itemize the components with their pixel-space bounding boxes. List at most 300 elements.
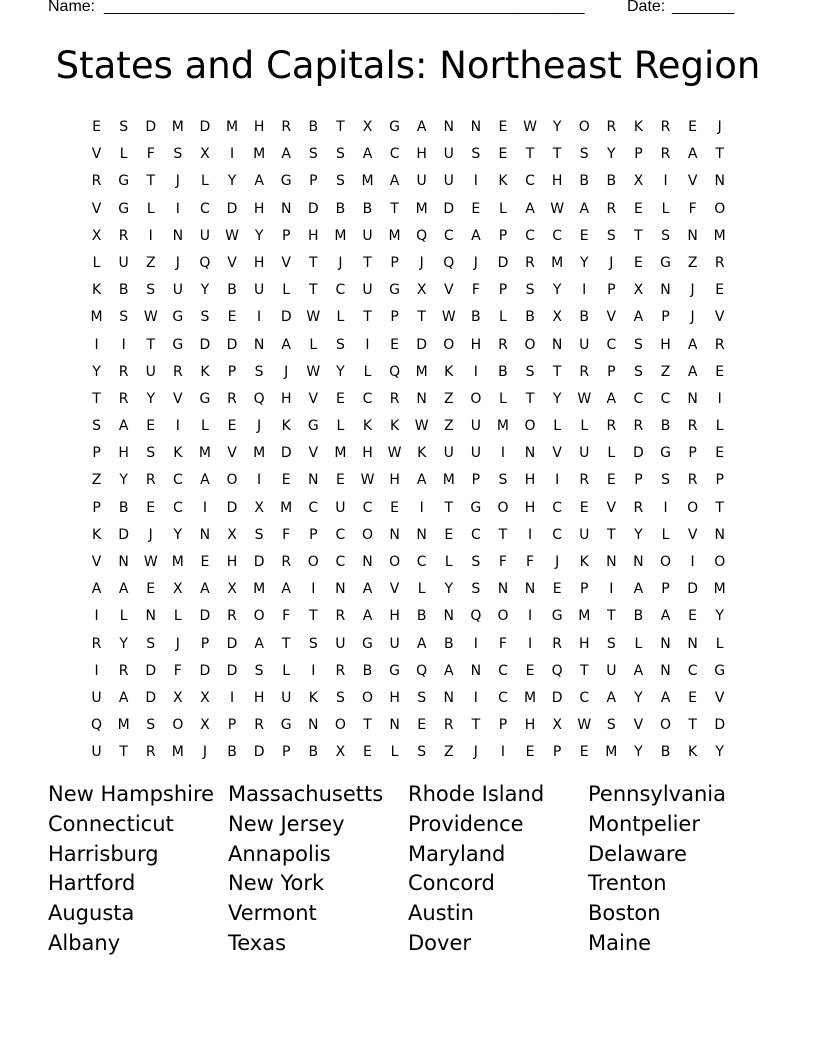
grid-letter[interactable]: J bbox=[473, 744, 478, 761]
grid-letter[interactable]: Y bbox=[634, 689, 643, 706]
grid-letter[interactable]: T bbox=[309, 282, 318, 299]
grid-letter[interactable]: N bbox=[633, 554, 644, 570]
grid-letter[interactable]: S bbox=[335, 146, 345, 163]
grid-letter[interactable]: G bbox=[389, 282, 400, 299]
grid-letter[interactable]: G bbox=[362, 635, 373, 652]
grid-letter[interactable]: Q bbox=[470, 608, 482, 625]
grid-letter[interactable]: I bbox=[500, 445, 506, 462]
grid-letter[interactable]: A bbox=[416, 472, 427, 489]
grid-letter[interactable]: V bbox=[227, 445, 237, 462]
grid-letter[interactable]: I bbox=[663, 173, 668, 190]
grid-letter[interactable]: Z bbox=[660, 363, 671, 380]
grid-letter[interactable]: H bbox=[253, 119, 265, 135]
grid-letter[interactable]: P bbox=[390, 254, 399, 271]
grid-letter[interactable]: X bbox=[200, 717, 210, 734]
grid-letter[interactable]: K bbox=[417, 445, 427, 462]
grid-letter[interactable]: T bbox=[309, 254, 318, 271]
grid-letter[interactable]: E bbox=[688, 689, 698, 706]
grid-letter[interactable]: E bbox=[417, 717, 427, 734]
grid-letter[interactable]: C bbox=[687, 662, 698, 679]
grid-letter[interactable]: O bbox=[361, 689, 373, 706]
grid-letter[interactable]: Y bbox=[552, 119, 562, 135]
grid-letter[interactable]: P bbox=[227, 717, 237, 734]
grid-letter[interactable]: Q bbox=[389, 363, 401, 380]
grid-letter[interactable]: U bbox=[416, 173, 427, 190]
grid-letter[interactable]: E bbox=[200, 554, 210, 570]
grid-letter[interactable]: U bbox=[389, 635, 400, 652]
grid-letter[interactable]: B bbox=[362, 200, 373, 217]
grid-letter[interactable]: H bbox=[660, 336, 671, 353]
grid-letter[interactable]: I bbox=[121, 336, 126, 353]
grid-letter[interactable]: V bbox=[606, 499, 617, 516]
grid-letter[interactable]: R bbox=[714, 336, 725, 353]
grid-letter[interactable]: N bbox=[687, 390, 698, 407]
grid-letter[interactable]: K bbox=[633, 119, 644, 135]
grid-letter[interactable]: V bbox=[687, 526, 698, 543]
grid-letter[interactable]: U bbox=[281, 689, 292, 706]
grid-letter[interactable]: B bbox=[606, 173, 617, 190]
grid-letter[interactable]: J bbox=[175, 635, 180, 652]
grid-letter[interactable]: S bbox=[254, 526, 264, 543]
grid-letter[interactable]: Q bbox=[416, 227, 428, 244]
grid-letter[interactable]: U bbox=[579, 336, 590, 353]
grid-letter[interactable]: I bbox=[148, 227, 153, 244]
grid-letter[interactable]: N bbox=[551, 336, 563, 353]
grid-letter[interactable]: O bbox=[714, 554, 726, 570]
grid-letter[interactable]: N bbox=[497, 581, 509, 598]
grid-letter[interactable]: E bbox=[498, 119, 508, 135]
grid-letter[interactable]: B bbox=[335, 200, 346, 217]
grid-letter[interactable]: U bbox=[91, 689, 102, 706]
grid-letter[interactable]: N bbox=[470, 662, 482, 679]
grid-letter[interactable]: T bbox=[715, 146, 724, 163]
grid-letter[interactable]: V bbox=[91, 146, 102, 163]
grid-letter[interactable]: O bbox=[660, 717, 672, 734]
grid-letter[interactable]: B bbox=[308, 744, 319, 761]
grid-letter[interactable]: X bbox=[254, 499, 264, 516]
grid-letter[interactable]: Y bbox=[336, 363, 345, 380]
grid-letter[interactable]: E bbox=[363, 744, 372, 761]
grid-letter[interactable]: X bbox=[633, 282, 644, 299]
grid-letter[interactable]: N bbox=[524, 581, 536, 598]
grid-letter[interactable]: A bbox=[362, 146, 373, 163]
grid-letter[interactable]: G bbox=[660, 254, 671, 271]
grid-letter[interactable]: T bbox=[309, 608, 318, 625]
grid-letter[interactable]: N bbox=[416, 390, 427, 407]
grid-letter[interactable]: E bbox=[281, 472, 291, 489]
grid-letter[interactable]: S bbox=[525, 363, 535, 380]
grid-letter[interactable]: U bbox=[470, 445, 481, 462]
grid-letter[interactable]: P bbox=[281, 744, 291, 761]
grid-letter[interactable]: H bbox=[524, 472, 536, 489]
grid-letter[interactable]: V bbox=[443, 282, 454, 299]
grid-letter[interactable]: X bbox=[173, 689, 183, 706]
grid-letter[interactable]: D bbox=[416, 336, 428, 353]
grid-letter[interactable]: J bbox=[690, 309, 695, 326]
grid-letter[interactable]: Q bbox=[199, 254, 211, 271]
grid-letter[interactable]: M bbox=[334, 227, 347, 244]
grid-letter[interactable]: G bbox=[389, 662, 400, 679]
grid-letter[interactable]: N bbox=[362, 554, 373, 570]
grid-letter[interactable]: P bbox=[200, 635, 210, 652]
grid-letter[interactable]: L bbox=[173, 608, 182, 625]
grid-letter[interactable]: D bbox=[280, 445, 292, 462]
grid-letter[interactable]: T bbox=[471, 717, 481, 734]
grid-letter[interactable]: R bbox=[254, 717, 264, 734]
grid-letter[interactable]: J bbox=[609, 254, 614, 271]
grid-letter[interactable]: S bbox=[471, 581, 481, 598]
grid-letter[interactable]: E bbox=[715, 282, 725, 299]
grid-letter[interactable]: P bbox=[661, 581, 670, 598]
grid-letter[interactable]: O bbox=[660, 554, 672, 570]
grid-letter[interactable]: T bbox=[607, 608, 616, 625]
grid-letter[interactable]: K bbox=[281, 418, 291, 435]
grid-letter[interactable]: N bbox=[335, 581, 346, 598]
grid-letter[interactable]: Z bbox=[91, 472, 102, 489]
grid-letter[interactable]: I bbox=[527, 635, 533, 652]
grid-letter[interactable]: L bbox=[661, 526, 670, 543]
grid-letter[interactable]: V bbox=[91, 200, 102, 217]
grid-letter[interactable]: U bbox=[443, 445, 454, 462]
grid-letter[interactable]: O bbox=[524, 336, 536, 353]
grid-letter[interactable]: D bbox=[714, 717, 726, 734]
grid-letter[interactable]: F bbox=[498, 554, 507, 570]
grid-letter[interactable]: E bbox=[579, 744, 589, 761]
grid-letter[interactable]: C bbox=[552, 227, 563, 244]
grid-letter[interactable]: R bbox=[660, 119, 671, 135]
grid-letter[interactable]: A bbox=[254, 635, 264, 652]
grid-letter[interactable]: J bbox=[284, 363, 289, 380]
grid-letter[interactable]: N bbox=[660, 282, 671, 299]
grid-letter[interactable]: V bbox=[173, 390, 183, 407]
grid-letter[interactable]: O bbox=[470, 390, 482, 407]
grid-letter[interactable]: A bbox=[281, 336, 291, 353]
grid-letter[interactable]: N bbox=[524, 445, 536, 462]
grid-letter[interactable]: I bbox=[311, 662, 316, 679]
grid-letter[interactable]: D bbox=[226, 662, 238, 679]
grid-letter[interactable]: W bbox=[360, 472, 375, 489]
grid-letter[interactable]: L bbox=[336, 309, 345, 326]
grid-letter[interactable]: Y bbox=[119, 472, 128, 489]
grid-letter[interactable]: H bbox=[389, 472, 400, 489]
grid-letter[interactable]: G bbox=[307, 418, 319, 435]
grid-letter[interactable]: T bbox=[579, 662, 589, 679]
grid-letter[interactable]: T bbox=[417, 309, 426, 326]
grid-letter[interactable]: W bbox=[143, 554, 158, 570]
grid-letter[interactable]: R bbox=[335, 662, 346, 679]
grid-letter[interactable]: C bbox=[470, 526, 481, 543]
grid-letter[interactable]: J bbox=[419, 254, 424, 271]
grid-letter[interactable]: K bbox=[308, 689, 318, 706]
grid-letter[interactable]: U bbox=[606, 662, 617, 679]
grid-letter[interactable]: N bbox=[606, 554, 617, 570]
grid-letter[interactable]: M bbox=[713, 581, 726, 598]
grid-letter[interactable]: I bbox=[365, 336, 370, 353]
grid-letter[interactable]: A bbox=[633, 581, 644, 598]
grid-letter[interactable]: L bbox=[363, 363, 372, 380]
grid-letter[interactable]: R bbox=[118, 662, 129, 679]
grid-letter[interactable]: N bbox=[118, 554, 129, 570]
grid-letter[interactable]: O bbox=[714, 200, 726, 217]
grid-letter[interactable]: A bbox=[606, 689, 617, 706]
grid-letter[interactable]: X bbox=[200, 146, 210, 163]
grid-letter[interactable]: R bbox=[227, 608, 237, 625]
grid-letter[interactable]: X bbox=[227, 526, 237, 543]
grid-letter[interactable]: X bbox=[552, 309, 562, 326]
grid-letter[interactable]: L bbox=[634, 635, 643, 652]
grid-letter[interactable]: U bbox=[579, 526, 590, 543]
grid-letter[interactable]: Y bbox=[254, 227, 264, 244]
grid-letter[interactable]: V bbox=[714, 309, 725, 326]
grid-letter[interactable]: I bbox=[609, 581, 614, 598]
grid-letter[interactable]: P bbox=[92, 499, 101, 516]
grid-letter[interactable]: D bbox=[199, 119, 211, 135]
grid-letter[interactable]: E bbox=[606, 472, 616, 489]
grid-letter[interactable]: Y bbox=[444, 581, 454, 598]
grid-letter[interactable]: G bbox=[118, 173, 130, 190]
grid-letter[interactable]: L bbox=[417, 581, 426, 598]
grid-letter[interactable]: D bbox=[226, 336, 238, 353]
grid-letter[interactable]: C bbox=[172, 472, 183, 489]
grid-letter[interactable]: V bbox=[91, 554, 102, 570]
grid-letter[interactable]: E bbox=[525, 662, 535, 679]
grid-letter[interactable]: U bbox=[172, 282, 183, 299]
grid-letter[interactable]: J bbox=[175, 254, 180, 271]
grid-letter[interactable]: O bbox=[389, 554, 401, 570]
grid-letter[interactable]: Z bbox=[145, 254, 156, 271]
grid-letter[interactable]: C bbox=[335, 526, 346, 543]
grid-letter[interactable]: H bbox=[551, 173, 563, 190]
grid-letter[interactable]: P bbox=[498, 282, 508, 299]
grid-letter[interactable]: L bbox=[146, 200, 155, 217]
grid-letter[interactable]: E bbox=[688, 608, 698, 625]
grid-letter[interactable]: I bbox=[175, 418, 180, 435]
grid-letter[interactable]: I bbox=[94, 336, 99, 353]
grid-letter[interactable]: Y bbox=[227, 173, 237, 190]
grid-letter[interactable]: L bbox=[499, 390, 507, 407]
grid-letter[interactable]: H bbox=[578, 635, 590, 652]
grid-letter[interactable]: M bbox=[713, 227, 726, 244]
grid-letter[interactable]: Z bbox=[687, 254, 698, 271]
grid-letter[interactable]: Y bbox=[607, 146, 616, 163]
grid-letter[interactable]: F bbox=[173, 662, 182, 679]
grid-letter[interactable]: B bbox=[471, 309, 481, 326]
grid-letter[interactable]: P bbox=[309, 173, 318, 190]
grid-letter[interactable]: S bbox=[606, 717, 616, 734]
grid-letter[interactable]: R bbox=[118, 390, 129, 407]
grid-letter[interactable]: Q bbox=[443, 254, 455, 271]
grid-letter[interactable]: R bbox=[687, 418, 698, 435]
grid-letter[interactable]: L bbox=[309, 336, 318, 353]
grid-letter[interactable]: S bbox=[606, 227, 616, 244]
grid-letter[interactable]: T bbox=[552, 146, 562, 163]
grid-letter[interactable]: B bbox=[660, 418, 671, 435]
grid-letter[interactable]: D bbox=[497, 254, 509, 271]
grid-letter[interactable]: M bbox=[605, 744, 618, 761]
grid-letter[interactable]: C bbox=[308, 499, 319, 516]
grid-letter[interactable]: A bbox=[416, 635, 427, 652]
grid-letter[interactable]: I bbox=[419, 499, 424, 516]
grid-letter[interactable]: T bbox=[281, 635, 291, 652]
grid-letter[interactable]: E bbox=[335, 472, 345, 489]
grid-letter[interactable]: K bbox=[91, 526, 102, 543]
grid-letter[interactable]: X bbox=[227, 581, 237, 598]
grid-letter[interactable]: F bbox=[498, 635, 507, 652]
grid-letter[interactable]: U bbox=[199, 227, 211, 244]
grid-letter[interactable]: H bbox=[416, 146, 427, 163]
grid-letter[interactable]: P bbox=[390, 309, 399, 326]
grid-letter[interactable]: E bbox=[633, 200, 643, 217]
grid-letter[interactable]: Y bbox=[92, 363, 101, 380]
grid-letter[interactable]: S bbox=[335, 689, 345, 706]
grid-letter[interactable]: E bbox=[552, 581, 562, 598]
grid-letter[interactable]: X bbox=[552, 717, 562, 734]
grid-letter[interactable]: S bbox=[173, 146, 183, 163]
grid-letter[interactable]: Y bbox=[146, 390, 156, 407]
grid-letter[interactable]: P bbox=[634, 472, 643, 489]
grid-letter[interactable]: S bbox=[417, 744, 427, 761]
grid-letter[interactable]: O bbox=[172, 717, 184, 734]
grid-letter[interactable]: R bbox=[579, 472, 590, 489]
grid-letter[interactable]: E bbox=[444, 526, 454, 543]
grid-letter[interactable]: M bbox=[334, 445, 347, 462]
grid-letter[interactable]: I bbox=[257, 309, 262, 326]
grid-letter[interactable]: U bbox=[335, 635, 346, 652]
grid-letter[interactable]: R bbox=[498, 336, 508, 353]
grid-letter[interactable]: N bbox=[416, 526, 427, 543]
grid-letter[interactable]: H bbox=[253, 200, 265, 217]
grid-letter[interactable]: B bbox=[227, 744, 237, 761]
grid-letter[interactable]: W bbox=[414, 418, 429, 435]
grid-letter[interactable]: L bbox=[201, 173, 209, 190]
grid-letter[interactable]: F bbox=[688, 200, 697, 217]
grid-letter[interactable]: E bbox=[471, 200, 481, 217]
grid-letter[interactable]: K bbox=[579, 554, 589, 570]
grid-letter[interactable]: S bbox=[633, 363, 643, 380]
grid-letter[interactable]: P bbox=[607, 363, 616, 380]
grid-letter[interactable]: H bbox=[253, 254, 265, 271]
grid-letter[interactable]: O bbox=[443, 336, 455, 353]
grid-letter[interactable]: M bbox=[524, 689, 537, 706]
grid-letter[interactable]: T bbox=[607, 526, 616, 543]
grid-letter[interactable]: Y bbox=[715, 608, 724, 625]
grid-letter[interactable]: V bbox=[227, 254, 237, 271]
grid-letter[interactable]: C bbox=[362, 390, 373, 407]
grid-letter[interactable]: I bbox=[94, 662, 99, 679]
grid-letter[interactable]: P bbox=[552, 744, 562, 761]
grid-letter[interactable]: P bbox=[92, 445, 101, 462]
grid-letter[interactable]: M bbox=[171, 554, 184, 570]
grid-letter[interactable]: M bbox=[198, 445, 211, 462]
grid-letter[interactable]: T bbox=[92, 390, 101, 407]
grid-letter[interactable]: Y bbox=[634, 744, 643, 761]
grid-letter[interactable]: S bbox=[254, 363, 264, 380]
grid-letter[interactable]: V bbox=[714, 689, 725, 706]
grid-letter[interactable]: D bbox=[280, 309, 292, 326]
grid-letter[interactable]: R bbox=[227, 390, 237, 407]
grid-letter[interactable]: T bbox=[444, 499, 454, 516]
grid-letter[interactable]: R bbox=[91, 173, 102, 190]
grid-letter[interactable]: B bbox=[416, 608, 427, 625]
grid-letter[interactable]: E bbox=[146, 499, 156, 516]
grid-letter[interactable]: E bbox=[579, 499, 589, 516]
grid-letter[interactable]: M bbox=[117, 717, 130, 734]
grid-letter[interactable]: T bbox=[525, 146, 535, 163]
grid-letter[interactable]: Y bbox=[579, 254, 589, 271]
grid-letter[interactable]: L bbox=[580, 418, 589, 435]
grid-letter[interactable]: R bbox=[281, 554, 292, 570]
grid-letter[interactable]: S bbox=[661, 472, 670, 489]
grid-letter[interactable]: D bbox=[633, 445, 644, 462]
grid-letter[interactable]: A bbox=[471, 227, 481, 244]
grid-letter[interactable]: V bbox=[389, 581, 400, 598]
grid-letter[interactable]: C bbox=[633, 390, 644, 407]
grid-letter[interactable]: R bbox=[281, 119, 292, 135]
grid-letter[interactable]: G bbox=[714, 662, 726, 679]
grid-letter[interactable]: O bbox=[524, 418, 536, 435]
grid-letter[interactable]: D bbox=[551, 689, 563, 706]
grid-letter[interactable]: B bbox=[498, 363, 508, 380]
grid-letter[interactable]: E bbox=[227, 418, 237, 435]
grid-letter[interactable]: B bbox=[308, 119, 319, 135]
grid-letter[interactable]: D bbox=[226, 499, 238, 516]
grid-letter[interactable]: N bbox=[687, 227, 698, 244]
grid-letter[interactable]: X bbox=[173, 581, 183, 598]
grid-letter[interactable]: B bbox=[227, 282, 237, 299]
grid-letter[interactable]: O bbox=[578, 119, 590, 135]
grid-letter[interactable]: C bbox=[552, 526, 563, 543]
grid-letter[interactable]: S bbox=[146, 282, 156, 299]
grid-letter[interactable]: D bbox=[145, 119, 157, 135]
grid-letter[interactable]: B bbox=[633, 608, 644, 625]
grid-letter[interactable]: J bbox=[338, 254, 343, 271]
grid-letter[interactable]: F bbox=[282, 608, 291, 625]
grid-letter[interactable]: A bbox=[254, 173, 264, 190]
grid-letter[interactable]: W bbox=[306, 363, 321, 380]
grid-letter[interactable]: S bbox=[525, 282, 535, 299]
grid-letter[interactable]: C bbox=[335, 554, 346, 570]
grid-letter[interactable]: B bbox=[118, 499, 129, 516]
grid-letter[interactable]: T bbox=[688, 717, 697, 734]
grid-letter[interactable]: M bbox=[90, 309, 103, 326]
grid-letter[interactable]: N bbox=[172, 227, 184, 244]
grid-letter[interactable]: R bbox=[145, 744, 156, 761]
grid-letter[interactable]: N bbox=[280, 200, 292, 217]
grid-letter[interactable]: W bbox=[577, 390, 592, 407]
grid-letter[interactable]: A bbox=[443, 662, 454, 679]
grid-letter[interactable]: C bbox=[443, 227, 454, 244]
grid-letter[interactable]: A bbox=[579, 200, 590, 217]
grid-letter[interactable]: I bbox=[582, 282, 587, 299]
grid-letter[interactable]: Q bbox=[253, 390, 265, 407]
grid-letter[interactable]: R bbox=[118, 227, 129, 244]
grid-letter[interactable]: Y bbox=[173, 526, 183, 543]
grid-letter[interactable]: P bbox=[309, 526, 318, 543]
grid-letter[interactable]: N bbox=[308, 717, 319, 734]
grid-letter[interactable]: Y bbox=[715, 744, 724, 761]
grid-letter[interactable]: I bbox=[473, 363, 478, 380]
grid-letter[interactable]: T bbox=[146, 336, 156, 353]
grid-letter[interactable]: S bbox=[146, 635, 156, 652]
grid-letter[interactable]: T bbox=[146, 173, 156, 190]
grid-letter[interactable]: Y bbox=[119, 635, 128, 652]
grid-letter[interactable]: D bbox=[307, 200, 319, 217]
grid-letter[interactable]: B bbox=[660, 744, 671, 761]
grid-letter[interactable]: U bbox=[253, 282, 265, 299]
grid-letter[interactable]: S bbox=[417, 689, 427, 706]
grid-letter[interactable]: G bbox=[389, 119, 400, 135]
grid-letter[interactable]: S bbox=[308, 146, 318, 163]
